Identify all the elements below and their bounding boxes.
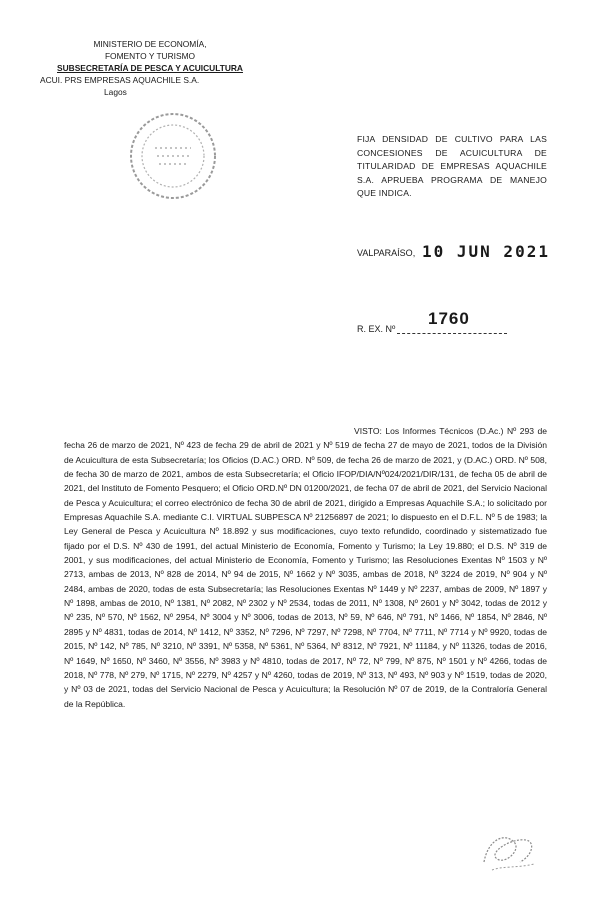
letterhead <box>40 38 260 98</box>
ministry-line-2: FOMENTO Y TURISMO <box>104 51 196 61</box>
resolution-number: 1760 <box>428 309 470 328</box>
handwritten-signature-icon <box>474 822 544 884</box>
requester-line: ACUI. PRS EMPRESAS AQUACHILE S.A. <box>40 75 200 85</box>
ministry-line-1: MINISTERIO DE ECONOMÍA, <box>93 39 207 49</box>
subsecretaria-name: SUBSECRETARÍA DE PESCA Y ACUICULTURA <box>57 63 243 73</box>
dateline-date: 10 JUN 2021 <box>422 242 550 261</box>
resolution-title: FIJA DENSIDAD DE CULTIVO PARA LAS CONCESIONES DE ACUICULTURA DE TITULARIDAD DE EMPRESAS AQUACHILE S.A. APRUEBA PROGRAMA DE MANEJO QUE INDICA. <box>357 134 547 199</box>
visto-text: VISTO: Los Informes Técnicos (D.Ac.) Nº 293 de fecha 26 de marzo de 2021, Nº 423 de fecha 29 de abril de 2021 y Nº 519 de fecha 27 de mayo de 2021, todos de la División de Acuicultura de esta Subsecretaría; los Oficios (D.AC.) ORD. Nº 509, de fecha 26 de marzo de 2021, y (D.AC.) ORD. Nº 508, de fecha 30 de marzo de 2021, ambos de esta Subsecretaría; el Oficio IFOP/DIA/Nº024/2021/DIR/131, de fecha 05 de abril de 2021, del Instituto de Fomento Pesquero; el Oficio ORD.Nº DN 01200/2021, de fecha 07 de abril de 2021, del Servicio Nacional de Pesca y Acuicultura; el correo electrónico de fecha 30 de abril de 2021, dirigido a Empresas Aquachile S.A.; lo solicitado por Empresas Aquachile S.A. mediante C.I. VIRTUAL SUBPESCA Nº 21256897 de 2021; lo dispuesto en el D.F.L. Nº 5 de 1983; la Ley General de Pesca y Acuicultura Nº 18.892 y sus modificaciones, cuyo texto refundido, coordinado y sistematizado fue fijado por el D.S. Nº 430 de 1991, del actual Ministerio de Economía, Fomento y Turismo; la Ley 19.880; el D.S. Nº 319 de 2001, y sus modificaciones, del actual Ministerio de Economía, Fomento y Turismo; las Resoluciones Exentas Nº 1503 y Nº 2713, ambas de 2013, Nº 828 de 2014, Nº 94 de 2015, Nº 1662 y Nº 3035, ambas de 2018, Nº 3224 de 2019, Nº 904 y Nº 2484, ambas de 2020, todas de esta Subsecretaría; las Resoluciones Exentas Nº 1449 y Nº 2237, ambas de 2009, Nº 1897 y Nº 1898, ambas de 2010, Nº 1381, Nº 2082, Nº 2302 y Nº 2534, todas de 2011, Nº 1308, Nº 2601 y Nº 3042, todas de 2012 y Nº 235, Nº 570, Nº 1562, Nº 2954, Nº 3004 y Nº 3006, todas de 2013, Nº 59, Nº 646, Nº 791, Nº 1466, Nº 1854, Nº 2846, Nº 2895 y Nº 4831, todas de 2014, Nº 1412, Nº 3352, Nº 7296, Nº 7297, Nº 7298, Nº 7704, Nº 7711, Nº 7714 y Nº 9920, todas de 2015, Nº 142, Nº 785, Nº 3210, Nº 3391, Nº 5358, Nº 5361, Nº 5364, Nº 8312, Nº 7921, Nº 11184, y Nº 11326, todas de 2016, Nº 1649, Nº 1650, Nº 3460, Nº 3556, Nº 3983 y Nº 4810, todas de 2017, Nº 72, Nº 799, Nº 875, Nº 1501 y Nº 4266, todas de 2018, Nº 778, Nº 279, Nº 1715, Nº 2279, Nº 4257 y Nº 4260, todas de 2019, Nº 313, Nº 493, Nº 903 y Nº 1519, todas de 2020, y Nº 03 de 2021, todas del Servicio Nacional de Pesca y Acuicultura; la Resolución Nº 07 de 2019, de la Contraloría General de la República. <box>64 426 547 709</box>
circular-seal-stamp-icon <box>125 108 221 204</box>
location-line: Lagos <box>104 87 127 97</box>
dateline-place: VALPARAÍSO, <box>357 248 416 258</box>
dateline <box>357 242 550 261</box>
visto-paragraph <box>64 424 547 711</box>
resolution-label: R. EX. Nº <box>357 324 396 334</box>
